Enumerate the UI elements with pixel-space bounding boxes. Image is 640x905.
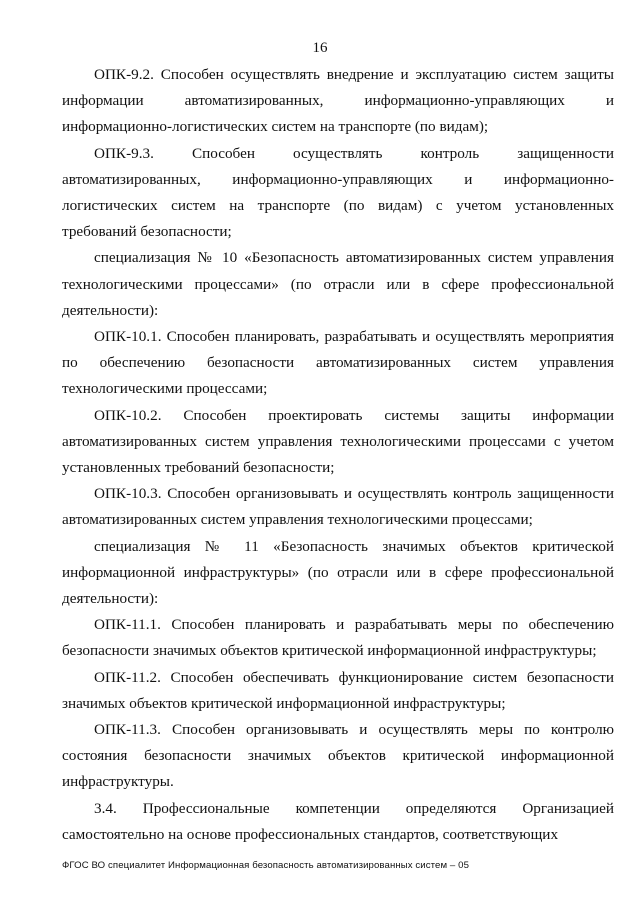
paragraph-3-4: 3.4. Профессиональные компетенции определяются Организацией самостоятельно на основе профессиональных стандартов, соответствующих — [62, 799, 614, 843]
document-body — [62, 62, 614, 848]
page-footer: ФГОС ВО специалитет Информационная безопасность автоматизированных систем – 05 — [62, 860, 470, 871]
paragraph-opk-11-2: ОПК-11.2. Способен обеспечивать функционирование систем безопасности значимых объектов критической информационной инфраструктуры; — [62, 668, 614, 712]
paragraph-specialization-11: специализация № 11 «Безопасность значимых объектов критической информационной инфраструктуры» (по отрасли или в сфере профессиональной деятельности): — [62, 537, 614, 608]
paragraph-opk-11-1: ОПК-11.1. Способен планировать и разрабатывать меры по обеспечению безопасности значимых объектов критической информационной инфраструктуры; — [62, 616, 614, 660]
paragraph-specialization-10: специализация № 10 «Безопасность автоматизированных систем управления технологическими процессами» (по отрасли или в сфере профессиональной деятельности): — [62, 249, 614, 319]
paragraph-opk-9-2: ОПК-9.2. Способен осуществлять внедрение и эксплуатацию систем защиты информации автоматизированных, информационно-управляющих и информационно-логистических систем на транспорте (по видам); — [62, 66, 614, 136]
paragraph-opk-10-2: ОПК-10.2. Способен проектировать системы защиты информации автоматизированных систем управления технологическими процессами с учетом установленных требований безопасности; — [62, 406, 614, 477]
paragraph-opk-10-1: ОПК-10.1. Способен планировать, разрабатывать и осуществлять мероприятия по обеспечению безопасности автоматизированных систем управления технологическими процессами; — [62, 328, 614, 398]
paragraph-opk-9-3: ОПК-9.3. Способен осуществлять контроль защищенности автоматизированных, информационно-управляющих и информационно-логистических систем на транспорте (по видам) с учетом установленных требований безопасности; — [62, 144, 614, 241]
paragraph-opk-11-3: ОПК-11.3. Способен организовывать и осуществлять меры по контролю состояния безопасности значимых объектов критической информационной инфраструктуры. — [62, 721, 614, 791]
page-number: 16 — [312, 40, 328, 56]
paragraph-opk-10-3: ОПК-10.3. Способен организовывать и осуществлять контроль защищенности автоматизированных систем управления технологическими процессами; — [62, 485, 614, 529]
